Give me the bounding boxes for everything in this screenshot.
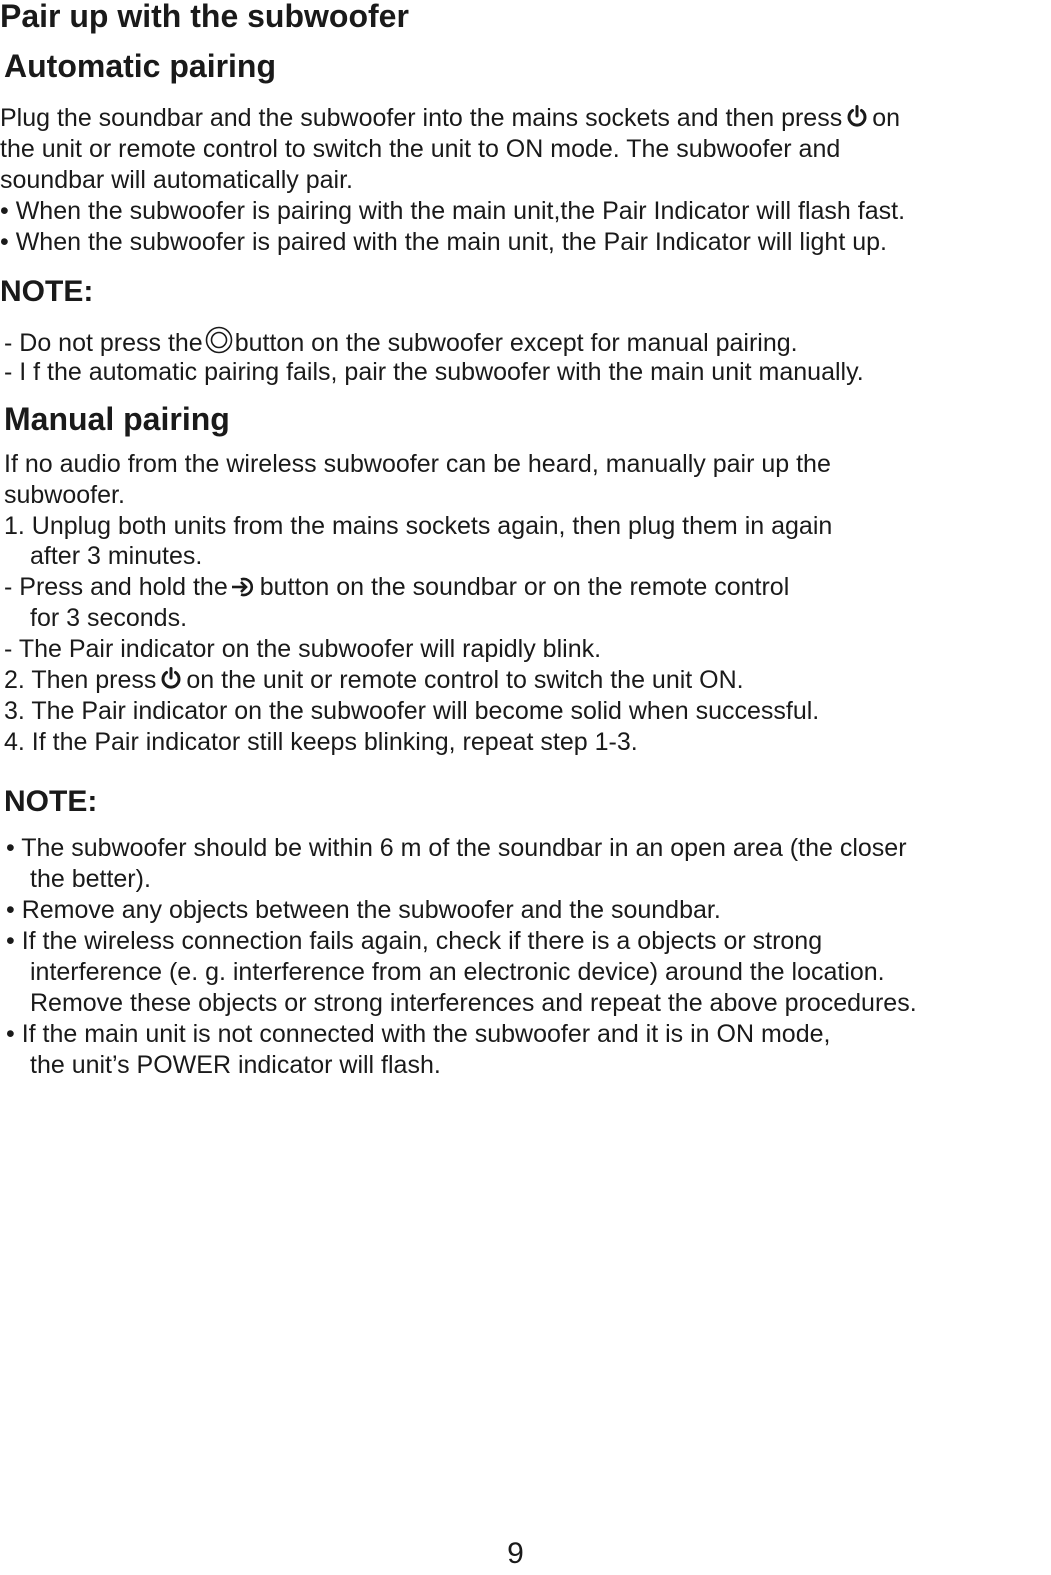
automatic-intro-line-2: the unit or remote control to switch the unit to ON mode. The subwoofer and <box>0 135 841 163</box>
automatic-intro-line-3: soundbar will automatically pair. <box>0 166 353 194</box>
manual-pairing-heading: Manual pairing <box>4 401 230 437</box>
power-icon <box>160 667 182 699</box>
page-number: 9 <box>507 1537 524 1570</box>
note2-bullet-3-line-3: Remove these objects or strong interferences and repeat the above procedures. <box>30 989 917 1017</box>
step-1-substep-press-hold: - Press and hold the button on the soundbar or on the remote control <box>4 572 789 606</box>
note2-bullet-1-line-2: the better). <box>30 865 151 893</box>
note-heading-1: NOTE: <box>0 275 94 308</box>
automatic-bullet-pairing: • When the subwoofer is pairing with the main unit,the Pair Indicator will flash fast. <box>0 197 906 225</box>
step-1-line-1: 1. Unplug both units from the mains sockets again, then plug them in again <box>4 512 833 540</box>
step-1-line-2: after 3 minutes. <box>30 542 203 570</box>
step-1-substep-blink: - The Pair indicator on the subwoofer will rapidly blink. <box>4 635 602 663</box>
note1-line-2: - I f the automatic pairing fails, pair the subwoofer with the main unit manually. <box>4 358 864 386</box>
source-input-icon <box>231 575 257 606</box>
note2-bullet-3-line-1: • If the wireless connection fails again, check if there is a objects or strong <box>6 927 823 955</box>
step-2: 2. Then press on the unit or remote control to switch the unit ON. <box>4 665 744 699</box>
note2-bullet-2: • Remove any objects between the subwoofer and the soundbar. <box>6 896 721 924</box>
power-icon <box>846 105 868 137</box>
note2-bullet-1-line-1: • The subwoofer should be within 6 m of the soundbar in an open area (the closer <box>6 834 907 862</box>
automatic-pairing-heading: Automatic pairing <box>4 48 277 84</box>
note2-bullet-4-line-1: • If the main unit is not connected with the subwoofer and it is in ON mode, <box>6 1020 831 1048</box>
manual-intro-line-2: subwoofer. <box>4 481 125 509</box>
note1-line-1: - Do not press the button on the subwoofer except for manual pairing. <box>4 326 798 362</box>
step-1-substep-press-hold-line-2: for 3 seconds. <box>30 604 188 632</box>
step-3: 3. The Pair indicator on the subwoofer will become solid when successful. <box>4 697 820 725</box>
manual-intro-line-1: If no audio from the wireless subwoofer can be heard, manually pair up the <box>4 450 831 478</box>
note2-bullet-3-line-2: interference (e. g. interference from an electronic device) around the location. <box>30 958 885 986</box>
page-title: Pair up with the subwoofer <box>0 0 409 34</box>
note2-bullet-4-line-2: the unit’s POWER indicator will flash. <box>30 1051 441 1079</box>
automatic-bullet-paired: • When the subwoofer is paired with the main unit, the Pair Indicator will light up. <box>0 228 887 256</box>
note-heading-2: NOTE: <box>4 785 98 818</box>
step-4: 4. If the Pair indicator still keeps blinking, repeat step 1-3. <box>4 728 638 756</box>
automatic-intro-line-1: Plug the soundbar and the subwoofer into the mains sockets and then press on <box>0 103 900 137</box>
